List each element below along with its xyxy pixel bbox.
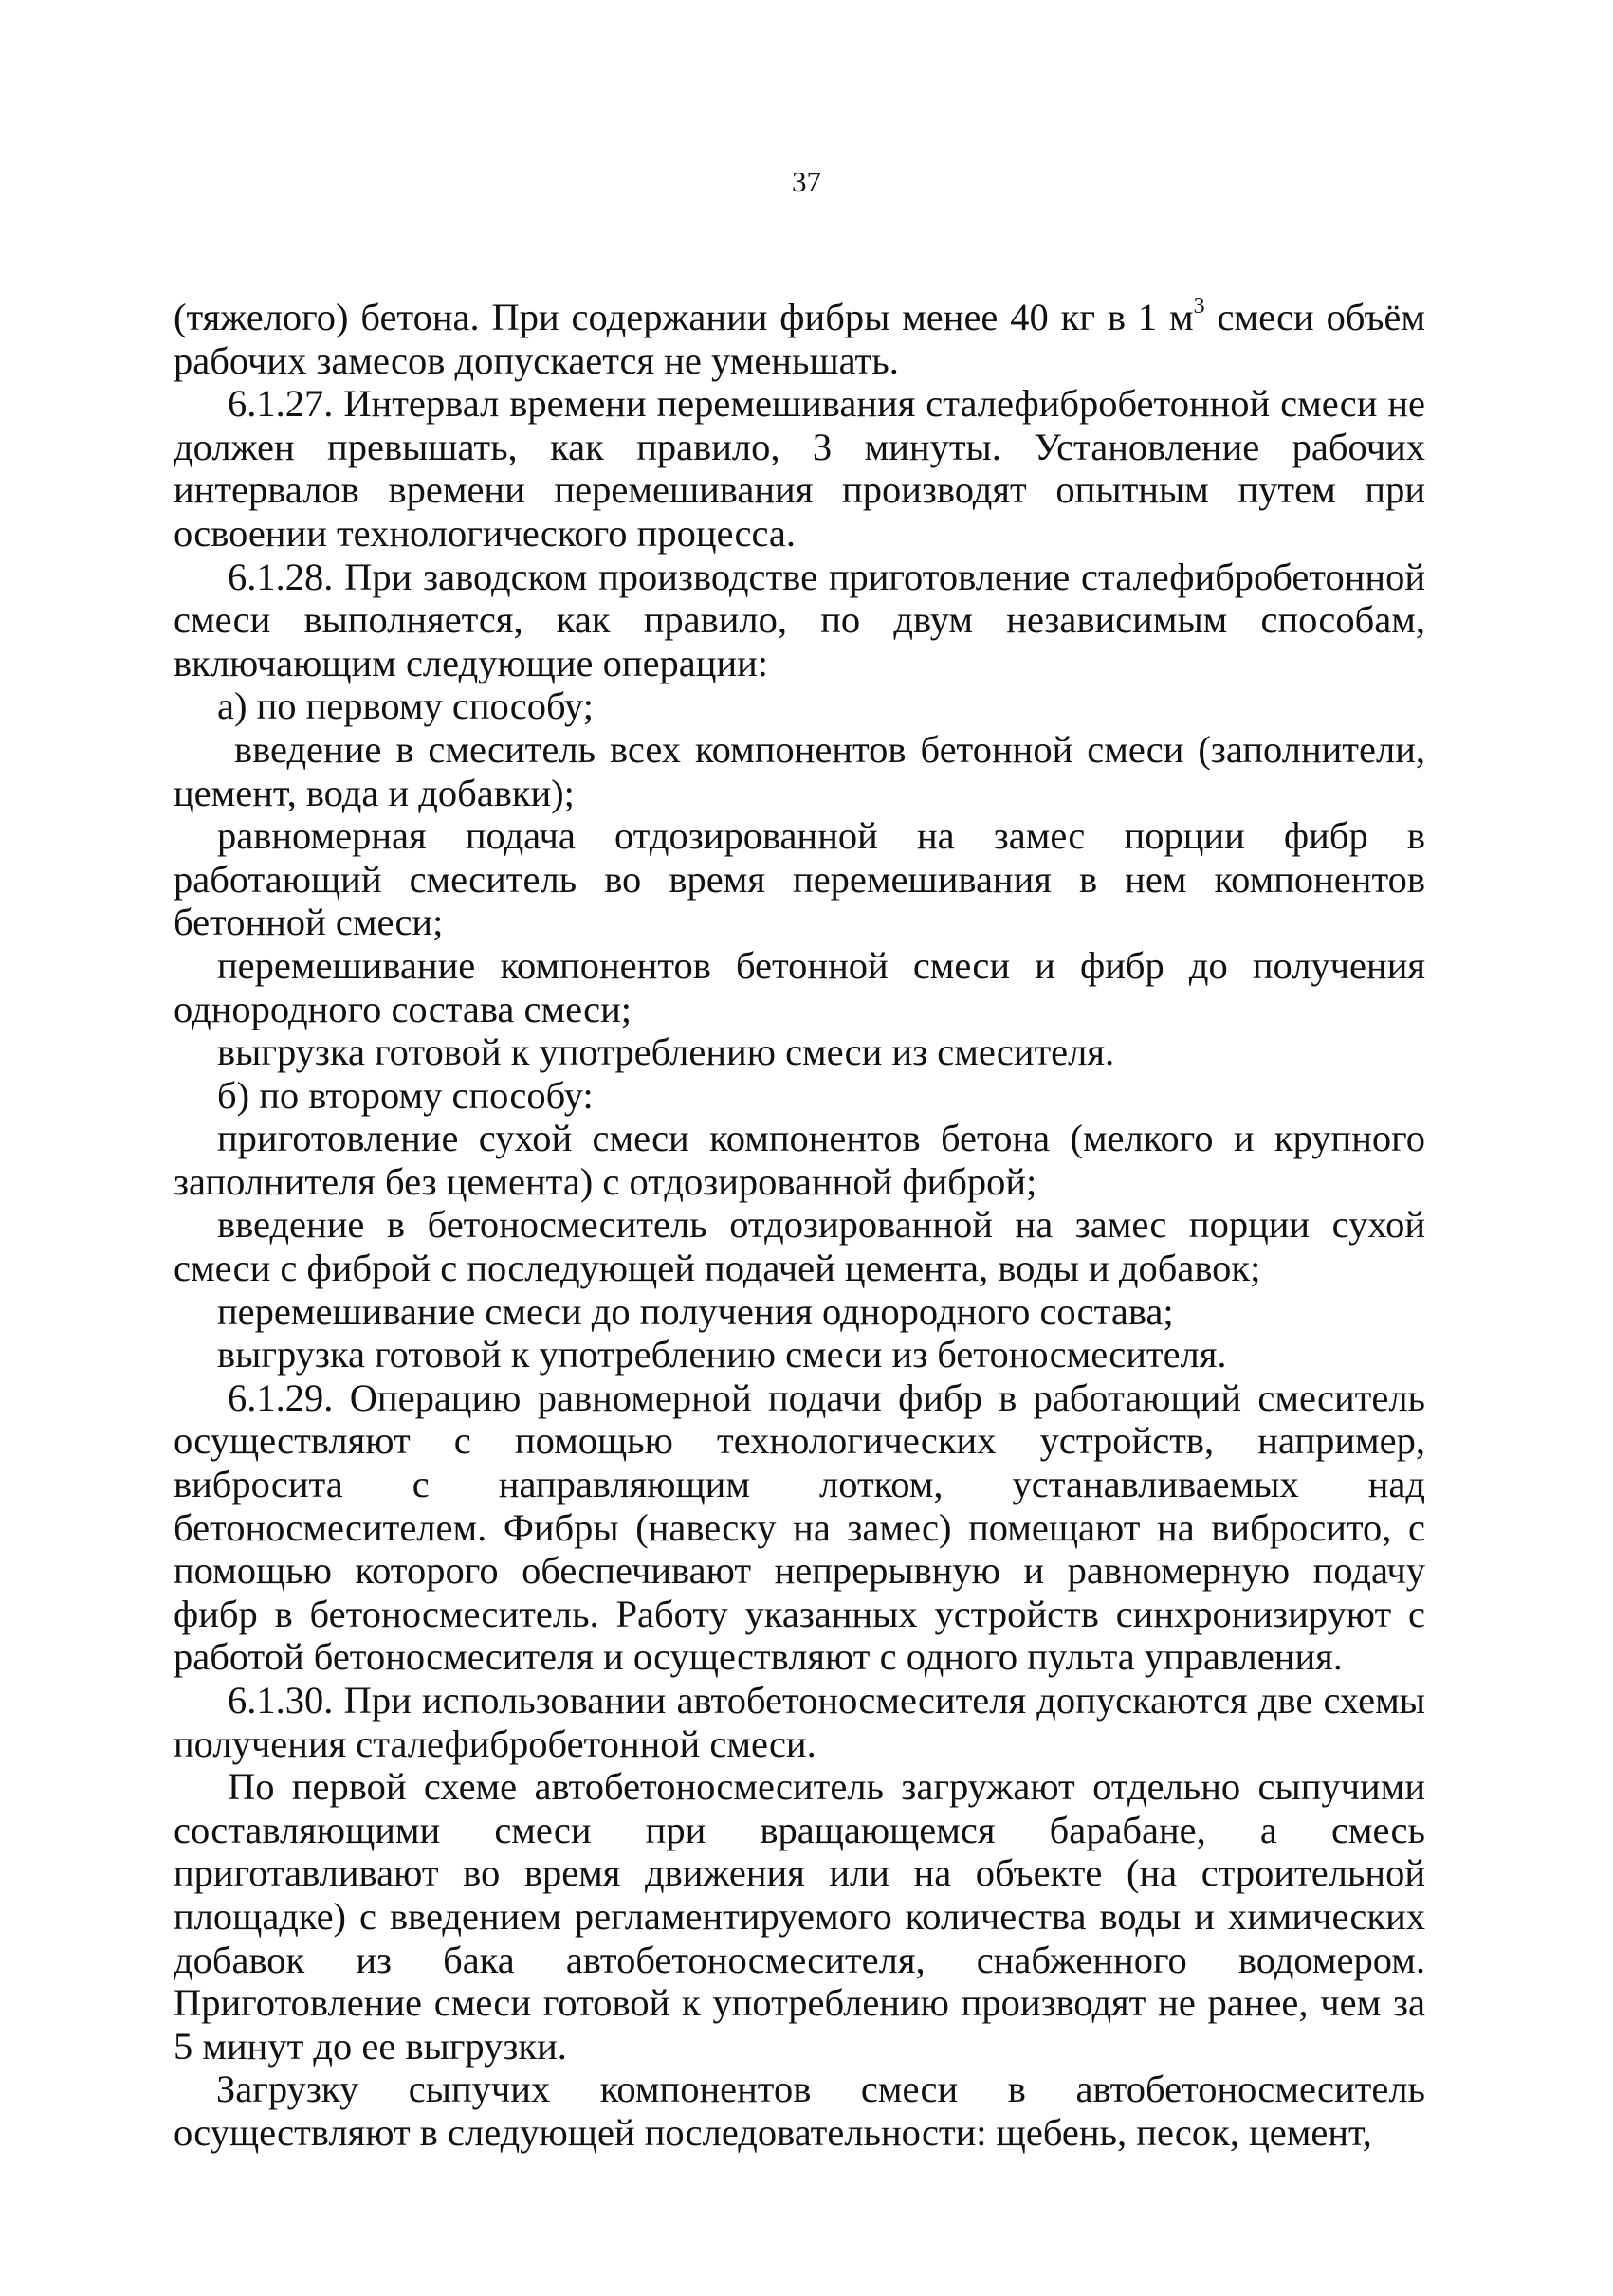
list-item: выгрузка готовой к употреблению смеси из смесителя. bbox=[217, 1030, 1115, 1074]
page-number: 37 bbox=[792, 165, 821, 198]
list-item: перемешивание компонентов бетонной смеси и фибр до получения однородного состава смеси; bbox=[174, 943, 1425, 1030]
list-item: равномерная подача отдозированной на замес порции фибр в работающий смеситель во время перемешивания в нем компонентов бетонной смеси; bbox=[174, 814, 1425, 944]
paragraph-loading-order: Загрузку сыпучих компонентов смеси в автобетоносмеситель осуществляют в следующей последовательности: щебень, песок, цемент, bbox=[174, 2068, 1425, 2154]
list-item: введение в бетоносмеситель отдозированной на замес порции сухой смеси с фиброй с последующей подачей цемента, воды и добавок; bbox=[174, 1203, 1425, 1290]
paragraph-first-scheme: По первой схеме автобетоносмеситель загружают отдельно сыпучими составляющими смеси при вращающемся барабане, а смесь приготавливают во время движения или на объекте (на строительной площадке) с введением регламентируемого количества воды и химических добавок из бака автобетоносмесителя, снабженного водомером. Приготовление смеси готовой к употреблению производят не ранее, чем за 5 минут до ее выгрузки. bbox=[174, 1765, 1425, 2068]
list-item: перемешивание смеси до получения однородного состава; bbox=[217, 1289, 1174, 1333]
paragraph-6-1-28: 6.1.28. При заводском производстве приготовление сталефибробетонной смеси выполняется, как правило, по двум независимым способам, включающим следующие операции: bbox=[174, 555, 1425, 684]
paragraph-continuation bbox=[174, 293, 1425, 382]
list-item: введение в смеситель всех компонентов бетонной смеси (заполнители, цемент, вода и добавки); bbox=[174, 727, 1425, 814]
list-heading-method-a: а) по первому способу; bbox=[217, 684, 595, 728]
paragraph-text: смеси объём рабочих замесов допускается не уменьшать. bbox=[174, 296, 1425, 382]
paragraph-6-1-29: 6.1.29. Операцию равномерной подачи фибр в работающий смеситель осуществляют с помощью технологических устройств, например, вибросита с направляющим лотком, устанавливаемых над бетоносмесителем. Фибры (навеску на замес) помещают на вибросито, с помощью которого обеспечивают непрерывную и равномерную подачу фибр в бетоносмеситель. Работу указанных устройств синхронизируют с работой бетоносмесителя и осуществляют с одного пульта управления. bbox=[174, 1376, 1425, 1679]
paragraph-6-1-30: 6.1.30. При использовании автобетоносмесителя допускаются две схемы получения сталефибробетонной смеси. bbox=[174, 1679, 1425, 1765]
paragraph-text: (тяжелого) бетона. При содержании фибры менее 40 кг в 1 м bbox=[174, 296, 1194, 338]
paragraph-6-1-27: 6.1.27. Интервал времени перемешивания сталефибробетонной смеси не должен превышать, как правило, 3 минуты. Установление рабочих интервалов времени перемешивания производят опытным путем при освоении технологического процесса. bbox=[174, 382, 1425, 555]
list-item: приготовление сухой смеси компонентов бетона (мелкого и крупного заполнителя без цемента) с отдозированной фиброй; bbox=[174, 1117, 1425, 1203]
document-body bbox=[174, 293, 1425, 2155]
superscript: 3 bbox=[1193, 293, 1205, 319]
list-item: выгрузка готовой к употреблению смеси из бетоносмесителя. bbox=[217, 1333, 1227, 1376]
list-heading-method-b: б) по второму способу: bbox=[217, 1073, 594, 1117]
